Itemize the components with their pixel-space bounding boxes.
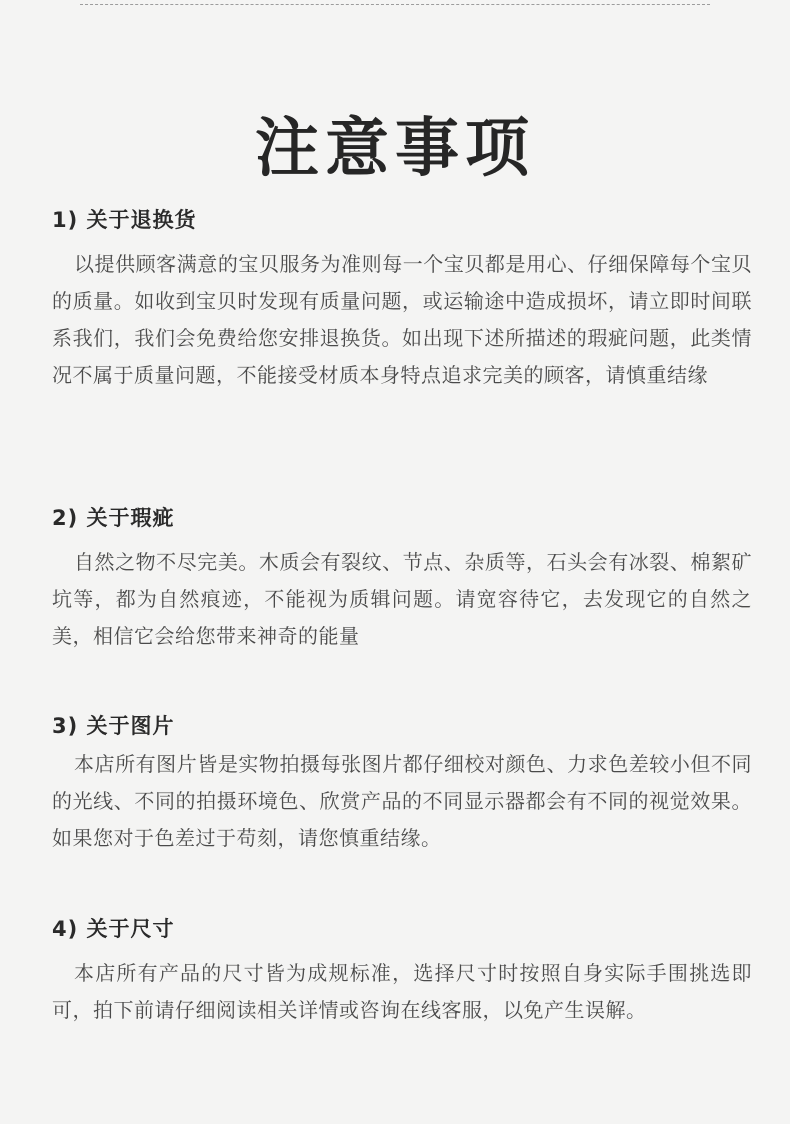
- section-flaws: [52, 504, 752, 655]
- section-body-sizes: 本店所有产品的尺寸皆为成规标准，选择尺寸时按照自身实际手围挑选即可，拍下前请仔细阅读相关详情或咨询在线客服，以免产生误解。: [52, 961, 752, 1022]
- section-heading-flaws: 2) 关于瑕疵: [52, 506, 175, 530]
- section-body-returns: 以提供顾客满意的宝贝服务为准则每一个宝贝都是用心、仔细保障每个宝贝的质量。如收到宝贝时发现有质量问题，或运输途中造成损坏，请立即时间联系我们，我们会免费给您安排退换货。如出现下述所描述的瑕疵问题，此类情况不属于质量问题，不能接受材质本身特点追求完美的顾客，请慎重结缘: [52, 252, 752, 387]
- section-returns: [52, 206, 752, 394]
- section-body-images: 本店所有图片皆是实物拍摄每张图片都仔细校对颜色、力求色差较小但不同的光线、不同的拍摄环境色、欣赏产品的不同显示器都会有不同的视觉效果。如果您对于色差过于苟刻，请您慎重结缘。: [52, 752, 752, 850]
- section-heading-returns: 1) 关于退换货: [52, 208, 197, 232]
- top-dashed-divider: [80, 4, 710, 5]
- section-body-flaws: 自然之物不尽完美。木质会有裂纹、节点、杂质等，石头会有冰裂、棉絮矿坑等，都为自然痕迹，不能视为质辑问题。请宽容待它，去发现它的自然之美，相信它会给您带来神奇的能量: [52, 550, 752, 648]
- section-sizes: [52, 915, 752, 1029]
- section-heading-images: 3) 关于图片: [52, 714, 175, 738]
- page-title: 注意事项: [255, 110, 535, 186]
- section-images: [52, 712, 752, 857]
- section-heading-sizes: 4) 关于尺寸: [52, 917, 175, 941]
